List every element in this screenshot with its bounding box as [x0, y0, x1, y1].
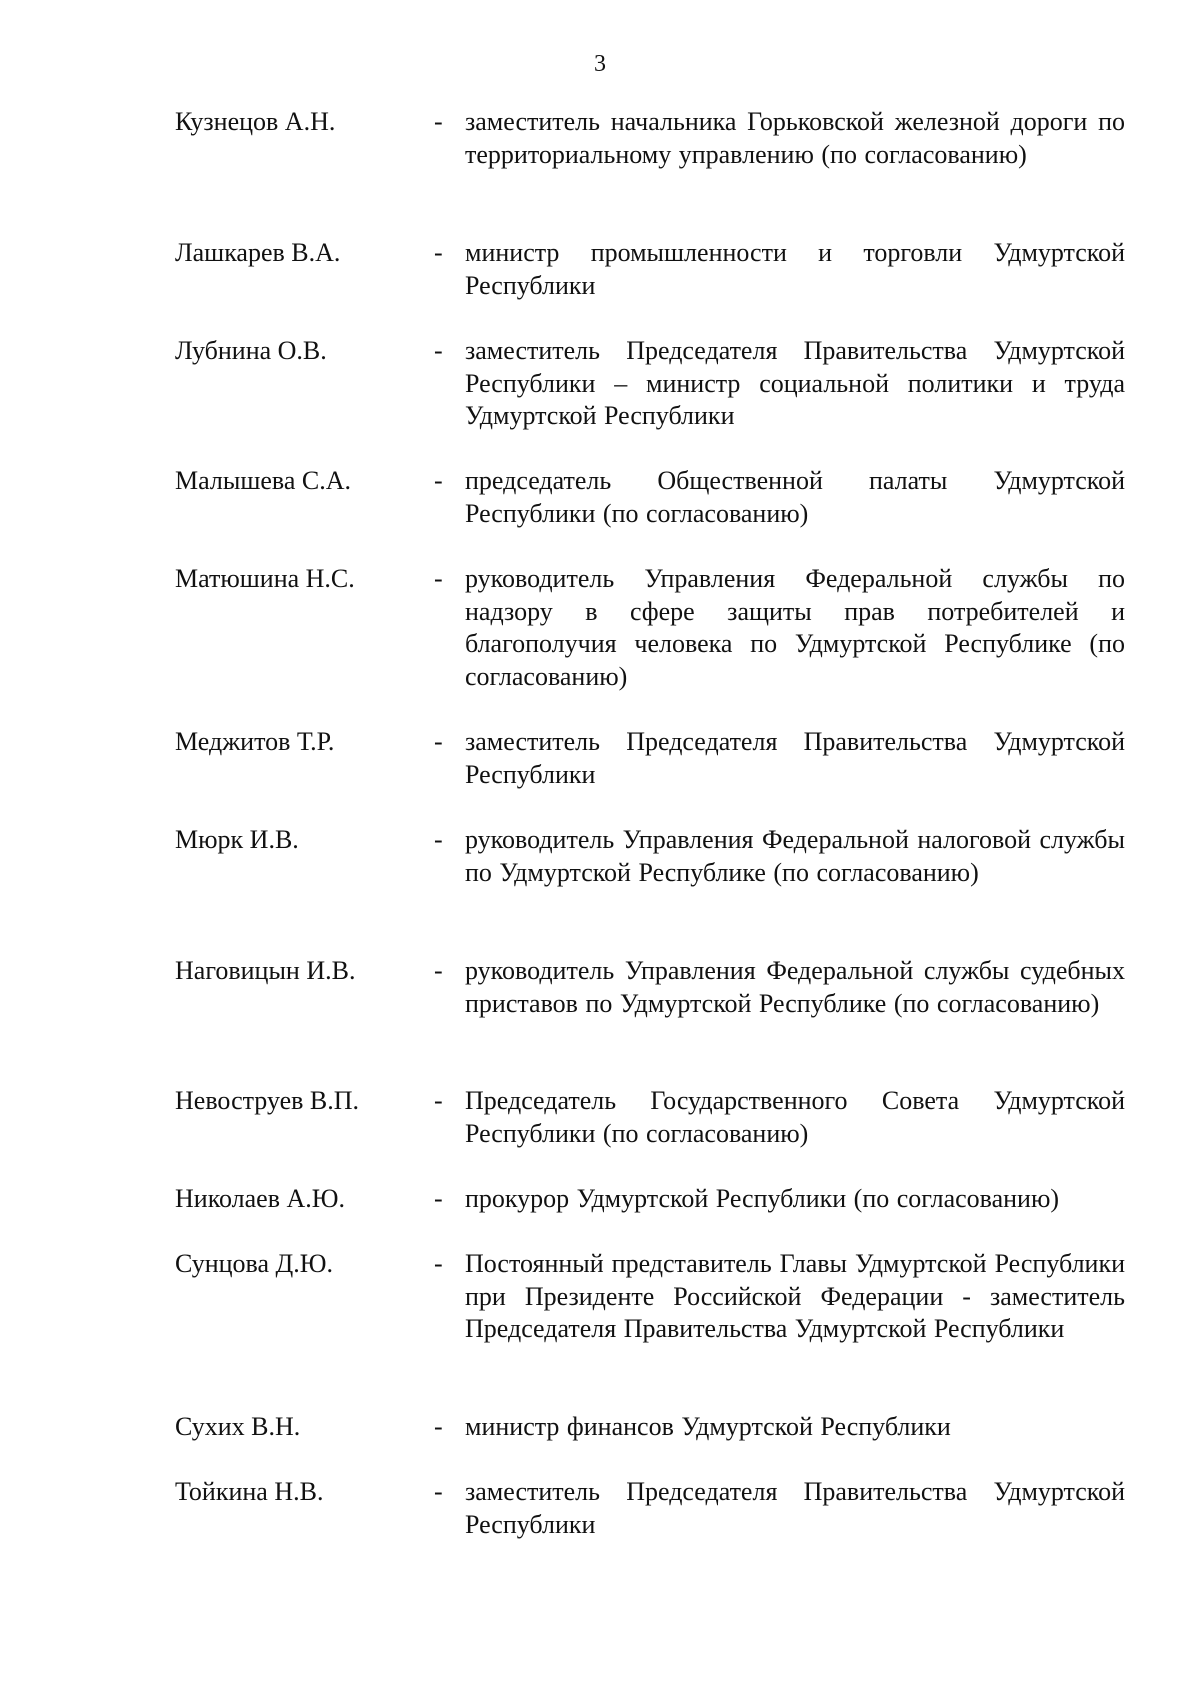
separator-dash: - [434, 107, 443, 136]
separator-dash: - [434, 1477, 443, 1506]
member-name: Лубнина О.В. [175, 336, 327, 365]
separator-dash: - [434, 1184, 443, 1213]
separator-dash: - [434, 1249, 443, 1278]
member-name: Тойкина Н.В. [175, 1477, 324, 1506]
separator-dash: - [434, 727, 443, 756]
member-position: Председатель Государственного Совета Удмуртской Республики (по согласованию) [465, 1086, 1125, 1148]
member-position: Постоянный представитель Главы Удмуртской Республики при Президенте Российской Федерации - заместитель Председателя Правительства Удмуртской Республики [465, 1249, 1125, 1343]
member-name: Сухих В.Н. [175, 1412, 301, 1441]
list-item [0, 563, 1200, 703]
list-item [0, 106, 1200, 246]
separator-dash: - [434, 564, 443, 593]
member-name: Лашкарев В.А. [175, 238, 341, 267]
separator-dash: - [434, 238, 443, 267]
list-item [0, 335, 1200, 475]
separator-dash: - [434, 825, 443, 854]
list-item [0, 1248, 1200, 1388]
member-position: заместитель начальника Горьковской железной дороги по территориальному управлению (по согласованию) [465, 107, 1125, 169]
member-name: Меджитов Т.Р. [175, 727, 335, 756]
list-item [0, 955, 1200, 1095]
list-item [0, 1476, 1200, 1616]
separator-dash: - [434, 1086, 443, 1115]
member-position: прокурор Удмуртской Республики (по согласованию) [465, 1184, 1060, 1213]
member-position: председатель Общественной палаты Удмуртской Республики (по согласованию) [465, 466, 1125, 528]
separator-dash: - [434, 336, 443, 365]
member-position: руководитель Управления Федеральной службы судебных приставов по Удмуртской Республике (по согласованию) [465, 956, 1125, 1018]
member-name: Малышева С.А. [175, 466, 351, 495]
member-name: Сунцова Д.Ю. [175, 1249, 333, 1278]
member-position: заместитель Председателя Правительства Удмуртской Республики – министр социальной политики и труда Удмуртской Республики [465, 336, 1125, 430]
member-position: заместитель Председателя Правительства Удмуртской Республики [465, 1477, 1125, 1539]
member-name: Наговицын И.В. [175, 956, 356, 985]
member-name: Невоструев В.П. [175, 1086, 360, 1115]
list-item [0, 824, 1200, 964]
member-position: заместитель Председателя Правительства Удмуртской Республики [465, 727, 1125, 789]
member-name: Николаев А.Ю. [175, 1184, 345, 1213]
separator-dash: - [434, 956, 443, 985]
separator-dash: - [434, 1412, 443, 1441]
member-name: Матюшина Н.С. [175, 564, 355, 593]
member-position: руководитель Управления Федеральной налоговой службы по Удмуртской Республике (по согласованию) [465, 825, 1125, 887]
member-position: руководитель Управления Федеральной службы по надзору в сфере защиты прав потребителей и благополучия человека по Удмуртской Республике (по согласованию) [465, 564, 1125, 691]
member-position: министр финансов Удмуртской Республики [465, 1412, 951, 1441]
member-name: Кузнецов А.Н. [175, 107, 336, 136]
separator-dash: - [434, 466, 443, 495]
member-name: Мюрк И.В. [175, 825, 299, 854]
member-position: министр промышленности и торговли Удмуртской Республики [465, 238, 1125, 300]
page-number: 3 [594, 51, 606, 77]
